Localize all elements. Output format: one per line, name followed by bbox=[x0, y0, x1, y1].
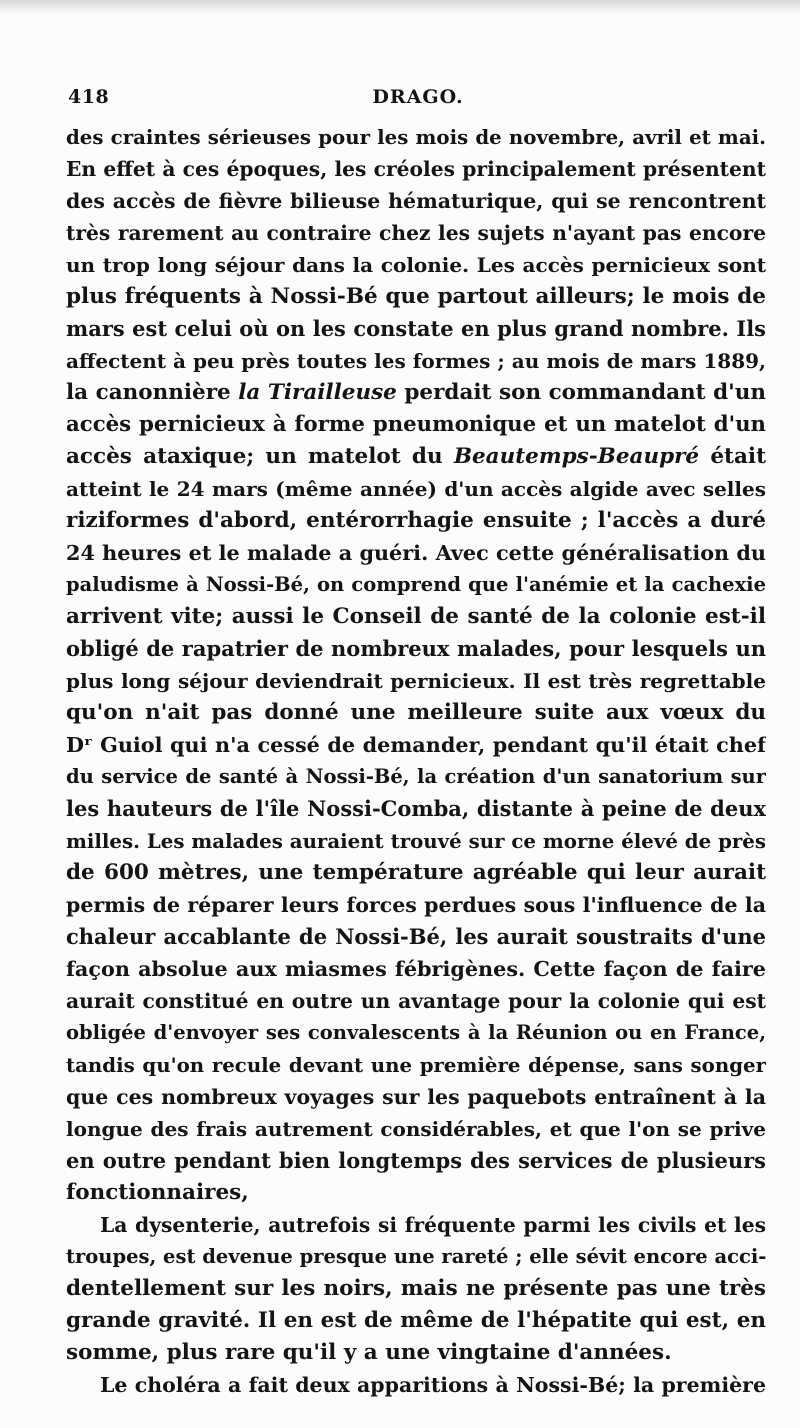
text-line: mars est celui où on les constate en plus grand nombre. Ils bbox=[66, 316, 766, 341]
text-line: 24 heures et le malade a guéri. Avec cette généralisation du bbox=[66, 541, 766, 565]
text-line: accès ataxique; un matelot du Beautemps-Beaupré était bbox=[66, 444, 766, 469]
text-line: des accès de fièvre bilieuse hématurique, qui se rencontrent bbox=[66, 189, 766, 213]
text-line: longue des frais autrement considérables, et que l'on se prive bbox=[66, 1117, 766, 1141]
running-title: DRAGO. bbox=[372, 86, 464, 108]
ship-name: Beautemps-Beaupré bbox=[453, 444, 700, 469]
text-line: tandis qu'on recule devant une première dépense, sans songer bbox=[66, 1053, 766, 1077]
text-line: qu'on n'ait pas donné une meilleure suite aux vœux du bbox=[66, 700, 766, 725]
text-line: accès pernicieux à forme pneumonique et un matelot d'un bbox=[66, 412, 766, 437]
text-line: des craintes sérieuses pour les mois de novembre, avril et mai. bbox=[66, 125, 766, 149]
ship-name: la Tirailleuse bbox=[238, 380, 397, 405]
text-line: troupes, est devenue presque une rareté ; elle sévit encore acci- bbox=[66, 1245, 766, 1268]
text-line: En effet à ces époques, les créoles principalement présentent bbox=[66, 157, 766, 181]
text-line: fonctionnaires, bbox=[66, 1180, 249, 1205]
text-line: plus fréquents à Nossi-Bé que partout ailleurs; le mois de bbox=[66, 284, 766, 309]
text-line: que ces nombreux voyages sur les paquebots entraînent à la bbox=[66, 1085, 766, 1109]
text-line: Le choléra a fait deux apparitions à Nossi-Bé; la première bbox=[100, 1373, 766, 1397]
text-line: les hauteurs de l'île Nossi-Comba, distante à peine de deux bbox=[66, 796, 766, 821]
text-line: Dʳ Guiol qui n'a cessé de demander, pendant qu'il était chef bbox=[66, 733, 766, 757]
text-line: riziformes d'abord, entérorrhagie ensuite ; l'accès a duré bbox=[66, 508, 766, 533]
text-line: de 600 mètres, une température agréable qui leur aurait bbox=[66, 860, 766, 885]
scan-edge-shadow bbox=[0, 0, 800, 14]
text-line: en outre pendant bien longtemps des services de plusieurs bbox=[66, 1148, 766, 1173]
text-line: obligée d'envoyer ses convalescents à la Réunion ou en France, bbox=[66, 1021, 766, 1044]
text-line: La dysenterie, autrefois si fréquente parmi les civils et les bbox=[100, 1213, 766, 1237]
text-line: permis de réparer leurs forces perdues sous l'influence de la bbox=[66, 893, 766, 917]
text-line: somme, plus rare qu'il y a une vingtaine d'années. bbox=[66, 1340, 672, 1365]
text-line: atteint le 24 mars (même année) d'un accès algide avec selles bbox=[66, 477, 766, 501]
text-line: arrivent vite; aussi le Conseil de santé de la colonie est-il bbox=[66, 604, 766, 629]
text-line: dentellement sur les noirs, mais ne présente pas une très bbox=[66, 1276, 766, 1301]
text-line: du service de santé à Nossi-Bé, la création d'un sanatorium sur bbox=[66, 765, 766, 788]
text-line: grande gravité. Il en est de même de l'hépatite qui est, en bbox=[66, 1308, 766, 1333]
text-line: milles. Les malades auraient trouvé sur ce morne élevé de près bbox=[66, 829, 766, 853]
text-line: façon absolue aux miasmes fébrigènes. Cette façon de faire bbox=[66, 957, 766, 981]
text-line: la canonnière la Tirailleuse perdait son commandant d'un bbox=[66, 380, 766, 405]
page-header bbox=[68, 86, 768, 116]
page-number: 418 bbox=[68, 86, 110, 108]
text-line: chaleur accablante de Nossi-Bé, les aurait soustraits d'une bbox=[66, 924, 766, 949]
text-line: aurait constitué en outre un avantage pour la colonie qui est bbox=[66, 989, 766, 1013]
text-line: obligé de rapatrier de nombreux malades, pour lesquels un bbox=[66, 636, 766, 661]
body-text bbox=[66, 121, 766, 1401]
text-line: paludisme à Nossi-Bé, on comprend que l'anémie et la cachexie bbox=[66, 573, 766, 596]
text-line: affectent à peu près toutes les formes ; au mois de mars 1889, bbox=[66, 349, 766, 373]
text-line: un trop long séjour dans la colonie. Les accès pernicieux sont bbox=[66, 253, 766, 277]
text-line: plus long séjour deviendrait pernicieux. Il est très regrettable bbox=[66, 669, 766, 693]
text-line: très rarement au contraire chez les sujets n'ayant pas encore bbox=[66, 221, 766, 245]
